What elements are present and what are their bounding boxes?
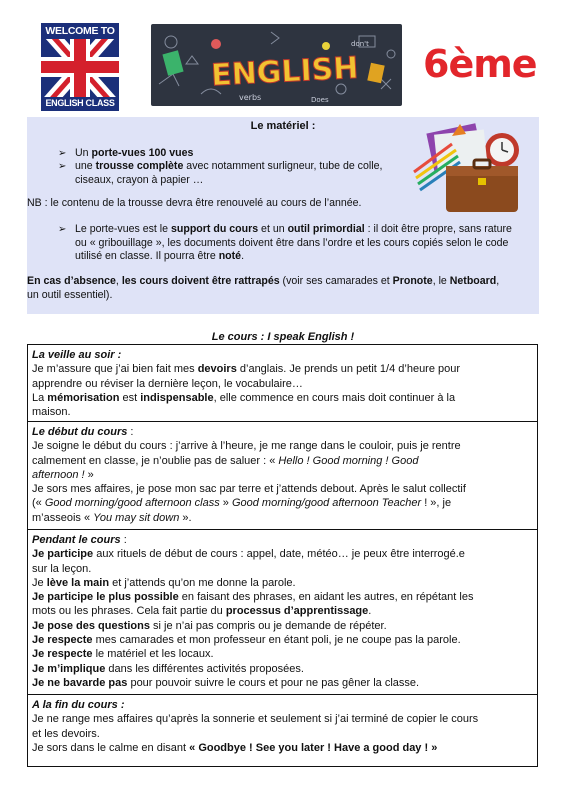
text-bold: Je ne bavarde pas [32,676,128,689]
text-span: (voir ses camarades et [279,275,393,287]
text-bold: Je m’implique [32,662,106,675]
text-span: dans les différentes activités proposées. [105,662,304,675]
row-line [32,662,533,676]
row-line [32,362,533,376]
text-span: . [241,250,245,262]
text-span: aux rituels de début de cours : appel, date, météo… je peux être interrogé.e [93,548,465,561]
absence-note [27,275,539,302]
text-span: , elle commence en cours mais doit continuer à la [213,391,456,404]
row-heading-line [32,425,533,439]
banner-word-dont: don't [351,40,369,48]
english-chalkboard-banner [151,24,402,106]
text-bold: Je respecte [32,648,93,661]
row-line [32,633,533,647]
grade-6eme-logo [419,40,537,96]
text-bold: Pronote [392,275,433,287]
text-span: » [87,468,94,481]
text-span: ou « gribouillage », les documents doivent être dans l’ordre et les cours copiés selon le code [75,236,509,249]
row-heading: La veille au soir : [32,349,122,361]
text-bold: mémorisation [47,391,120,404]
material-item-binder [75,147,193,161]
text-span: un outil essentiel). [27,288,113,301]
svg-text:ENGLISH: ENGLISH [210,50,360,94]
text-span: une [75,160,96,172]
text-bold: support du cours [171,223,259,235]
text-bold: trousse complète [95,160,184,172]
text-bold: Je respecte [32,634,93,647]
text-italic: afternoon ! [32,468,88,481]
text-bold: indispensable [140,391,214,404]
grade-text: 6ème [423,42,537,86]
text-bold: porte-vues 100 vues [91,147,194,159]
text-span: (« [32,497,45,510]
banner-word-verbs: verbs [239,93,262,102]
union-jack-logo [41,23,119,111]
flag-text-top: WELCOME TO [45,25,115,37]
text-span: pour pouvoir suivre le cours et pour ne pas gêner la classe. [127,676,420,689]
text-span: » [219,497,232,510]
row-line [32,496,533,510]
text-span: ciseaux, crayon à papier … [75,173,204,186]
nb-note: NB : le contenu de la trousse devra être renouvelé au cours de l’année. [27,197,362,209]
row-fin [28,695,537,766]
row-line: Je soigne le début du cours : j’arrive à l’heure, je me range dans le couloir, puis je rentre [32,440,461,453]
text-bold: les cours doivent être rattrapés [121,275,280,287]
text-span: ». [182,511,192,524]
text-span: et un [258,223,288,235]
text-span: mots ou les phrases. Cela fait partie du [32,605,226,618]
text-span: et j’attends qu’on me donne la parole. [109,576,296,589]
row-line [32,604,533,618]
text-bold: Netboard [449,275,497,287]
row-line: Je sors mes affaires, je pose mon sac par terre et j’attends debout. Après le salut collectif [32,483,466,496]
text-italic: You may sit down [93,511,183,524]
row-line: sur la leçon. [32,562,92,575]
text-span: , [115,275,122,287]
text-span: utilisé en classe. Il pourra être [75,250,219,262]
text-span: m’asseois « [32,511,94,524]
text-span: : il doit être propre, sans rature [364,223,512,235]
text-bold: En cas d’absence [27,275,116,287]
cours-table [27,344,538,767]
row-line: et les devoirs. [32,727,100,740]
row-line [32,468,533,482]
row-debut [28,422,537,530]
text-span: si je n’ai pas compris ou je demande de répéter. [149,619,387,632]
text-italic: Good morning/good afternoon class [44,497,220,510]
row-line [32,511,533,525]
text-span: calmement en classe, je n’oublie pas de saluer : « [32,454,279,467]
cours-title: Le cours : I speak English ! [211,331,355,343]
row-line: maison. [32,406,71,419]
arrow-bullet-icon: ➢ [58,148,67,159]
row-line [32,741,533,755]
row-line [32,391,533,405]
arrow-bullet-icon: ➢ [58,224,67,235]
row-pendant [28,530,537,695]
text-bold: Je participe le plus possible [32,591,179,604]
text-bold: Je pose des questions [32,619,150,632]
material-item-pencil-case [75,160,415,187]
text-bold: « Goodbye ! See you later ! Have a good day ! » [189,741,438,754]
text-span: d’anglais. Je prends un petit 1/4 d’heure pour [236,363,461,376]
row-heading: Pendant le cours [32,534,121,546]
flag-text-bottom: ENGLISH CLASS [45,98,115,108]
text-span: est [119,391,141,404]
row-line [32,576,533,590]
text-span: La [32,391,48,404]
row-line: Je ne range mes affaires qu’après la sonnerie et seulement si j’ai terminé de copier le cours [32,713,479,726]
row-line: apprendre ou réviser la dernière leçon, le vocabulaire… [32,377,303,390]
text-span: Le porte-vues est le [75,223,171,235]
row-line [32,647,533,661]
text-span: mes camarades et mon professeur en étant poli, je ne coupe pas la parole. [92,634,461,647]
text-bold: processus d’apprentissage [225,605,369,618]
material-item-binder-rules [75,223,537,264]
text-span: , [496,275,500,287]
text-span: : [120,534,127,546]
text-bold: devoirs [197,363,237,376]
row-line [32,454,533,468]
row-heading: A la fin du cours : [32,699,125,711]
row-heading-line [32,533,533,547]
text-bold: lève la main [46,576,110,589]
row-line [32,547,533,561]
text-span: en faisant des phrases, en aidant les autres, en répétant les [178,591,474,604]
text-bold: outil primordial [287,223,365,235]
row-line [32,619,533,633]
row-heading: Le début du cours [32,426,128,438]
text-span: , le [432,275,450,287]
arrow-bullet-icon: ➢ [58,161,67,172]
text-bold: noté [218,250,242,262]
text-span: . [368,605,372,618]
row-line [32,590,533,604]
text-span: ! », je [421,497,452,510]
text-italic: Good morning/good afternoon Teacher [231,497,422,510]
text-span: : [127,426,134,438]
row-veille [28,345,537,422]
banner-word-does: Does [311,96,329,104]
text-bold: Je participe [32,548,94,561]
school-supplies-illustration [412,122,524,214]
row-line [32,676,533,690]
text-span: Je [32,576,47,589]
material-title: Le matériel : [250,120,316,132]
text-span: Je sors dans le calme en disant [32,741,190,754]
text-span: le matériel et les locaux. [92,648,214,661]
text-italic: Hello ! Good morning ! Good [278,454,419,467]
text-span: avec notamment surligneur, tube de colle, [183,160,383,172]
text-span: Je m’assure que j’ai bien fait mes [32,363,198,376]
text-span: Un [75,147,92,159]
